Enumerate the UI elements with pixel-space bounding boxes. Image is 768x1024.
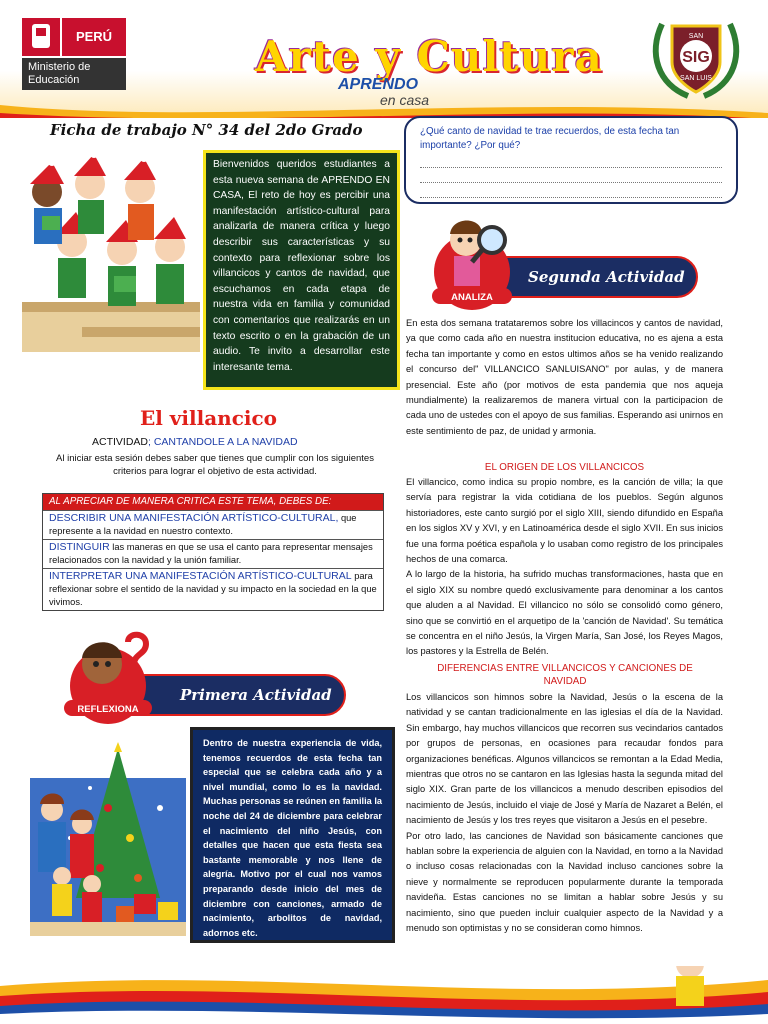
christmas-family-illustration xyxy=(30,738,186,936)
singer-boy-icon xyxy=(676,966,704,1006)
criteria-table xyxy=(42,493,384,611)
diferencias-paragraph: Por otro lado, las canciones de Navidad son básicamente canciones que hablan sobre la experiencia de alguien con la Navidad, en torno a la Navidad o incluso cosas relacionadas con la Navidad incluso canciones sobre la nieve y normalmente se reproducen popularmente durante la temporada navideña. Estas canciones no se limitan a hablar sobre Jesús y su nacimiento, sino que pueden incluir cualquier aspecto de la Navidad y a menudo son optimistas y no se consideran como himnos. xyxy=(406,830,723,934)
origen-text xyxy=(406,475,723,660)
coat-of-arms-icon xyxy=(22,18,60,56)
welcome-message-box: Bienvenidos queridos estudiantes a esta nueva semana de APRENDO EN CASA, El reto de hoy es percibir una manifestación artístico-cultural para analizarla de manera crítica y luego describir sus características y su contexto para reflexionar sobre los villancicos y cantos de navidad, que escuchamos en cada etapa de nuestra vida en familia y comunidad con comentarios que realizarás en un texto escrito o en la grabación de un audio. Te invito a desarrollar este interesante tema. xyxy=(203,150,400,390)
question-text: ¿Qué canto de navidad te trae recuerdos, de esta fecha tan importante? ¿Por qué? xyxy=(420,126,680,151)
reflexiona-label: REFLEXIONA xyxy=(77,704,139,715)
encasa-label: en casa xyxy=(380,92,430,108)
ministry-label: Ministerio de Educación xyxy=(22,58,126,90)
criteria-text: que represente a la navidad en nuestro contexto. xyxy=(49,513,357,536)
activity-label: ACTIVIDAD xyxy=(92,436,149,448)
star-icon xyxy=(114,742,122,752)
criteria-text: las maneras en que se usa el canto para representar mensajes relacionados con la navidad y la unión familiar. xyxy=(49,542,373,565)
diferencias-heading: DIFERENCIAS ENTRE VILLANCICOS Y CANCIONES DE NAVIDAD xyxy=(437,663,693,687)
page-title: Arte y Cultura xyxy=(255,32,603,81)
aprendo-label: APRENDO xyxy=(338,76,419,93)
primera-actividad-banner: Primera Actividad xyxy=(120,674,346,716)
school-logo-small: SAN xyxy=(688,33,704,40)
question-box xyxy=(404,116,738,204)
criteria-keyword: DESCRIBIR UNA MANIFESTACIÓN ARTÍSTICO-CULTURAL, xyxy=(49,512,339,524)
analiza-label: ANALIZA xyxy=(451,292,493,303)
school-logo-text: SIG xyxy=(682,49,710,66)
criteria-text: para reflexionar sobre el sentido de la navidad y su impacto en la sociedad en la que vivimos. xyxy=(49,571,377,607)
activity-value: ; CANTANDOLE A LA NAVIDAD xyxy=(148,436,298,448)
ministry-logo xyxy=(22,18,126,88)
magnifier-icon xyxy=(479,227,505,253)
origen-paragraph: El villancico, como indica su propio nombre, es la canción de villa; la que servía para registrar la vida cotidiana de los pueblos. Según algunos historiadores, este canto surgió por el siglo XIII, siendo difundido en España en los siglos XV y XVI, y en Latinoamérica desde el siglo XVII. En sus inicios fue una forma poética española y lo usaban como registro de los principales hechos de una comarca. xyxy=(406,477,723,565)
criteria-keyword: DISTINGUIR xyxy=(49,541,110,553)
diferencias-paragraph: Los villancicos son himnos sobre la Navidad, Jesús o la escena de la natividad y se cantan tradicionalmente en las iglesias el día de la Navidad. Sin embargo, hay muchos villancicos que recorren sus vecindarios cantados por grupos de personas, en ocasiones para recaudar fondos para organizaciones benéficas. Algunos villancicos se remontan a la Edad Media, mientras que otros no se cantaron en las Iglesias hasta la segunda mitad del siglo XIX. Gran parte de los villancicos a menudo describen episodios del nacimiento de Jesús, incluido el viaje de José y María de Nazaret a Belén, el nacimiento de Jesús y los tres reyes que visitaron a Jesús en el pesebre. xyxy=(406,692,723,826)
answer-line[interactable] xyxy=(420,168,722,183)
answer-line[interactable] xyxy=(420,183,722,198)
footer-wave-decoration xyxy=(0,966,768,1024)
school-logo xyxy=(648,14,744,100)
origen-paragraph: A lo largo de la historia, ha sufrido muchas transformaciones, hasta que en el siglo XIX su nombre quedó exclusivamente para denominar a los cantos que aluden a al Navidad. El villancico no sólo se consolidó como género, sino que se convirtió en el arquetipo de la 'canción de Navidad'. Su temática se concentra en el niño Jesús, la Virgen María, San José, los Reyes Magos, los pastores y la Estrella de Belén. xyxy=(406,569,723,657)
segunda-actividad-text: En esta dos semana tratataremos sobre los villacincos y cantos de navidad, ya que como cada año en nuestra institucion educativa, no es ajena a esta fecha tan importante y como en estos ultimos años se ha venido realizando el concurso del" VILLANCICO SANLUISANO" por aulas, y de manera presencial. Este año (por motivos de esta pandemia que nos aqueja mundialmente) la realizaremos de manera virtual con la participacion de cada uno de ustedes con el apoyo de sus familias. Esperando asi unirnos en este sentimiento de paz, de unidad y armonia. xyxy=(406,318,723,436)
answer-line[interactable] xyxy=(420,153,722,168)
worksheet-title: Ficha de trabajo N° 34 del 2do Grado xyxy=(50,121,363,139)
primera-actividad-text: Dentro de nuestra experiencia de vida, tenemos recuerdos de esta fecha tan especial que se celebra cada año y a nivel mundial, como lo es la navidad. Muchas personas se reúnen en familia la noche del 24 de diciembre para celebrar el nacimiento del niño Jesús, con detalles que hacen que esta fiesta sea bastante memorable y nos llene de alegría. Motivo por el cual nos vamos preparando desde inicio del mes de diciembre con canciones, armado de nacimiento, arbolitos de navidad, adornos etc. xyxy=(190,727,395,943)
criteria-keyword: INTERPRETAR UNA MANIFESTACIÓN ARTÍSTICO-CULTURAL xyxy=(49,570,352,582)
segunda-actividad-banner: Segunda Actividad xyxy=(500,256,698,298)
activity-intro: Al iniciar esta sesión debes saber que tienes que cumplir con los siguientes criterios para lograr el objetivo de esta actividad. xyxy=(56,453,374,477)
reflexiona-badge xyxy=(62,628,154,728)
origen-heading: EL ORIGEN DE LOS VILLANCICOS xyxy=(484,462,645,473)
criteria-row xyxy=(43,510,383,539)
criteria-header: AL APRECIAR DE MANERA CRITICA ESTE TEMA, DEBES DE: xyxy=(43,494,383,510)
school-logo-bottom: SAN LUIS xyxy=(680,75,712,82)
villancico-title: El villancico xyxy=(140,406,278,430)
activity-line xyxy=(92,436,298,448)
diferencias-text xyxy=(406,690,723,937)
criteria-row xyxy=(43,568,383,610)
country-label: PERÚ xyxy=(62,18,126,56)
analiza-badge xyxy=(432,206,524,312)
carolers-illustration xyxy=(22,152,200,352)
criteria-row xyxy=(43,539,383,568)
